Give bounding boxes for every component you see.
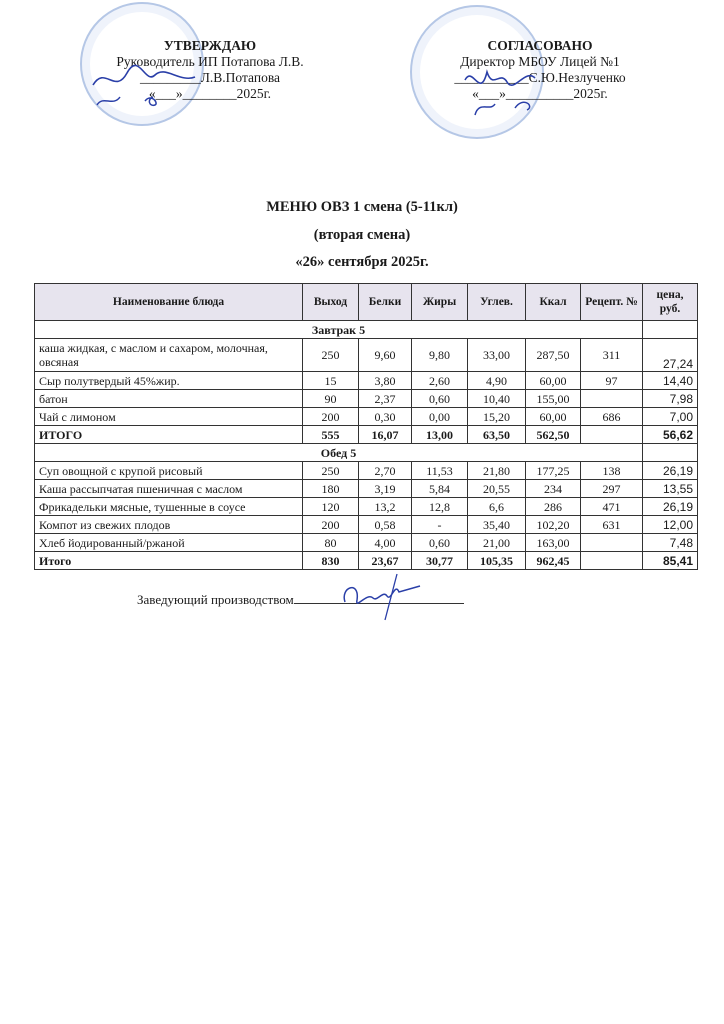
empty-cell: [643, 444, 698, 462]
dish-kcal: 60,00: [526, 408, 581, 426]
menu-subtitle: (вторая смена): [313, 227, 411, 243]
dish-price: 26,19: [643, 498, 698, 516]
total-recipe: [581, 426, 643, 444]
total-output: 830: [303, 552, 359, 570]
dish-kcal: 287,50: [526, 339, 581, 372]
dish-fat: 2,60: [412, 372, 468, 390]
dish-protein: 3,80: [359, 372, 412, 390]
total-label: Итого: [35, 552, 303, 570]
signature-left-icon: [85, 55, 205, 110]
dish-name: Каша рассыпчатая пшеничная с маслом: [35, 480, 303, 498]
table-row: [35, 516, 698, 534]
approval-position: Руководитель ИП Потапова Л.В.: [116, 54, 304, 69]
col-header-output: Выход: [303, 284, 359, 321]
total-fat: 30,77: [412, 552, 468, 570]
col-header-fat: Жиры: [412, 284, 468, 321]
dish-output: 250: [303, 462, 359, 480]
total-protein: 23,67: [359, 552, 412, 570]
dish-price: 26,19: [643, 462, 698, 480]
manager-label: Заведующий производством: [137, 592, 294, 607]
dish-carbs: 10,40: [468, 390, 526, 408]
dish-price: 27,24: [643, 339, 698, 372]
menu-title: МЕНЮ ОВЗ 1 смена (5-11кл): [266, 199, 458, 215]
dish-output: 250: [303, 339, 359, 372]
dish-protein: 0,58: [359, 516, 412, 534]
dish-carbs: 4,90: [468, 372, 526, 390]
agreement-signer: ___________С.Ю.Незлученко: [454, 70, 626, 85]
approval-heading: УТВЕРЖДАЮ: [163, 38, 257, 53]
section-title: Обед 5: [35, 444, 643, 462]
dish-price: 7,48: [643, 534, 698, 552]
dish-fat: 11,53: [412, 462, 468, 480]
total-kcal: 962,45: [526, 552, 581, 570]
total-row-lunch: [35, 552, 698, 570]
dish-protein: 2,70: [359, 462, 412, 480]
approval-signer: _________Л.В.Потапова: [139, 70, 281, 85]
dish-output: 15: [303, 372, 359, 390]
dish-output: 120: [303, 498, 359, 516]
dish-output: 90: [303, 390, 359, 408]
col-header-kcal: Ккал: [526, 284, 581, 321]
dish-fat: 12,8: [412, 498, 468, 516]
dish-name: Фрикадельки мясные, тушенные в соусе: [35, 498, 303, 516]
dish-kcal: 60,00: [526, 372, 581, 390]
col-header-recipe: Рецепт. №: [581, 284, 643, 321]
dish-output: 200: [303, 408, 359, 426]
col-header-name: Наименование блюда: [35, 284, 303, 321]
dish-price: 7,00: [643, 408, 698, 426]
dish-output: 200: [303, 516, 359, 534]
dish-protein: 13,2: [359, 498, 412, 516]
menu-table: [34, 283, 698, 570]
dish-carbs: 21,80: [468, 462, 526, 480]
dish-recipe: 686: [581, 408, 643, 426]
total-recipe: [581, 552, 643, 570]
approval-date: «___»________2025г.: [148, 86, 272, 101]
dish-kcal: 234: [526, 480, 581, 498]
total-carbs: 63,50: [468, 426, 526, 444]
table-header-row: [35, 284, 698, 321]
dish-fat: 0,60: [412, 534, 468, 552]
dish-name: Чай с лимоном: [35, 408, 303, 426]
dish-protein: 4,00: [359, 534, 412, 552]
dish-fat: 0,60: [412, 390, 468, 408]
menu-date: «26» сентября 2025г.: [295, 254, 429, 270]
table-row: [35, 390, 698, 408]
dish-price: 7,98: [643, 390, 698, 408]
dish-recipe: 471: [581, 498, 643, 516]
signature-right-icon: [455, 60, 565, 120]
dish-name: Компот из свежих плодов: [35, 516, 303, 534]
dish-protein: 3,19: [359, 480, 412, 498]
dish-kcal: 177,25: [526, 462, 581, 480]
section-row-breakfast: [35, 321, 698, 339]
dish-fat: 0,00: [412, 408, 468, 426]
total-carbs: 105,35: [468, 552, 526, 570]
dish-protein: 2,37: [359, 390, 412, 408]
total-kcal: 562,50: [526, 426, 581, 444]
table-row: [35, 372, 698, 390]
table-row: [35, 534, 698, 552]
dish-carbs: 6,6: [468, 498, 526, 516]
dish-kcal: 155,00: [526, 390, 581, 408]
dish-recipe: 297: [581, 480, 643, 498]
dish-recipe: 138: [581, 462, 643, 480]
total-price: 85,41: [643, 552, 698, 570]
agreement-position: Директор МБОУ Лицей №1: [460, 54, 620, 69]
dish-protein: 9,60: [359, 339, 412, 372]
dish-recipe: [581, 534, 643, 552]
section-title: Завтрак 5: [35, 321, 643, 339]
dish-fat: 5,84: [412, 480, 468, 498]
dish-carbs: 21,00: [468, 534, 526, 552]
dish-price: 14,40: [643, 372, 698, 390]
dish-price: 12,00: [643, 516, 698, 534]
total-label: ИТОГО: [35, 426, 303, 444]
total-fat: 13,00: [412, 426, 468, 444]
table-row: [35, 498, 698, 516]
dish-name: Суп овощной с крупой рисовый: [35, 462, 303, 480]
dish-recipe: [581, 390, 643, 408]
dish-name: Хлеб йодированный/ржаной: [35, 534, 303, 552]
col-header-carbs: Углев.: [468, 284, 526, 321]
empty-cell: [643, 321, 698, 339]
table-row: [35, 408, 698, 426]
dish-carbs: 33,00: [468, 339, 526, 372]
agreement-date: «___»__________2025г.: [472, 86, 608, 101]
dish-kcal: 163,00: [526, 534, 581, 552]
dish-name: Сыр полутвердый 45%жир.: [35, 372, 303, 390]
table-row: [35, 480, 698, 498]
dish-output: 180: [303, 480, 359, 498]
dish-recipe: 631: [581, 516, 643, 534]
dish-carbs: 20,55: [468, 480, 526, 498]
dish-fat: -: [412, 516, 468, 534]
agreement-heading: СОГЛАСОВАНО: [487, 38, 593, 53]
table-row: [35, 462, 698, 480]
total-protein: 16,07: [359, 426, 412, 444]
dish-protein: 0,30: [359, 408, 412, 426]
total-price: 56,62: [643, 426, 698, 444]
dish-carbs: 35,40: [468, 516, 526, 534]
signature-manager-icon: [335, 572, 425, 622]
total-output: 555: [303, 426, 359, 444]
col-header-price: цена, руб.: [643, 284, 698, 321]
dish-carbs: 15,20: [468, 408, 526, 426]
section-row-lunch: [35, 444, 698, 462]
col-header-protein: Белки: [359, 284, 412, 321]
dish-kcal: 102,20: [526, 516, 581, 534]
dish-recipe: 311: [581, 339, 643, 372]
dish-recipe: 97: [581, 372, 643, 390]
dish-output: 80: [303, 534, 359, 552]
table-row: [35, 339, 698, 372]
dish-kcal: 286: [526, 498, 581, 516]
dish-name: батон: [35, 390, 303, 408]
dish-fat: 9,80: [412, 339, 468, 372]
dish-name: каша жидкая, с маслом и сахаром, молочная, овсяная: [35, 339, 303, 372]
total-row-breakfast: [35, 426, 698, 444]
dish-price: 13,55: [643, 480, 698, 498]
